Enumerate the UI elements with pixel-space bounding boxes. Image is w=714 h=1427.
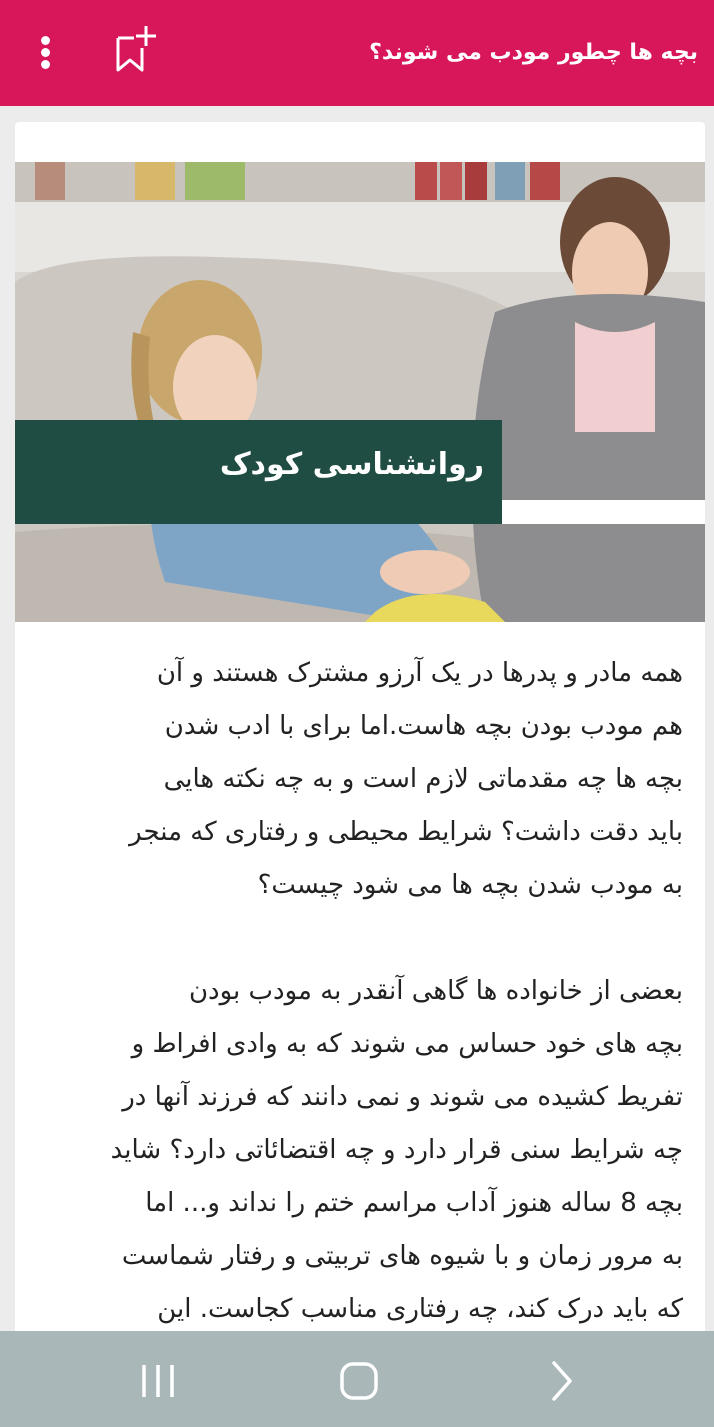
article-card xyxy=(15,122,705,1352)
article-body xyxy=(43,647,683,1336)
article-line: همه مادر و پدرها در یک آرزو مشترک هستند و آن xyxy=(156,658,683,688)
menu-dot xyxy=(41,60,50,69)
recent-apps-icon xyxy=(136,1359,180,1403)
hero-illustration xyxy=(15,162,705,622)
article-line: به مرور زمان و با شیوه های تربیتی و رفتار شماست xyxy=(121,1241,683,1271)
back-icon xyxy=(540,1359,584,1403)
article-line: بعضی از خانواده ها گاهی آنقدر به مودب بودن xyxy=(188,976,683,1006)
home-button[interactable] xyxy=(337,1359,381,1403)
app-bar xyxy=(0,0,714,106)
hero-banner-title: روانشناسی کودک xyxy=(219,447,484,482)
article-line: به مودب شدن بچه ها می شود چیست؟ xyxy=(257,870,683,900)
article-line: هم مودب بودن بچه هاست.اما برای با ادب شدن xyxy=(164,711,683,741)
bookmark-add-icon xyxy=(108,22,160,74)
article-line: بچه های خود حساس می شوند که به وادی افراط و xyxy=(131,1029,683,1059)
article-line: بچه 8 ساله هنوز آداب مراسم ختم را نداند و... اما xyxy=(145,1188,683,1218)
more-options-button[interactable] xyxy=(24,28,68,78)
bookmark-add-button[interactable] xyxy=(108,22,160,74)
home-icon xyxy=(337,1359,381,1403)
article-paragraph xyxy=(43,965,683,1336)
article-line: باید دقت داشت؟ شرایط محیطی و رفتاری که منجر xyxy=(129,817,683,847)
back-button[interactable] xyxy=(540,1359,584,1403)
recent-apps-button[interactable] xyxy=(136,1359,180,1403)
hero-banner xyxy=(15,420,502,524)
paragraph-gap xyxy=(43,912,683,965)
system-nav-bar xyxy=(0,1331,714,1427)
article-line: که باید درک کند، چه رفتاری مناسب کجاست. این xyxy=(157,1294,683,1324)
page-title: بچه ها چطور مودب می شوند؟ xyxy=(369,40,698,65)
article-line: چه شرایط سنی قرار دارد و چه اقتضائاتی دارد؟ شاید xyxy=(110,1135,683,1165)
hero-image xyxy=(15,162,705,622)
article-line: بچه ها چه مقدماتی لازم است و به چه نکته هایی xyxy=(163,764,683,794)
menu-dot xyxy=(41,48,50,57)
hero-banner-strip xyxy=(502,500,705,524)
article-line: تفریط کشیده می شوند و نمی دانند که فرزند آنها در xyxy=(122,1082,683,1112)
menu-dot xyxy=(41,36,50,45)
article-paragraph xyxy=(43,647,683,912)
